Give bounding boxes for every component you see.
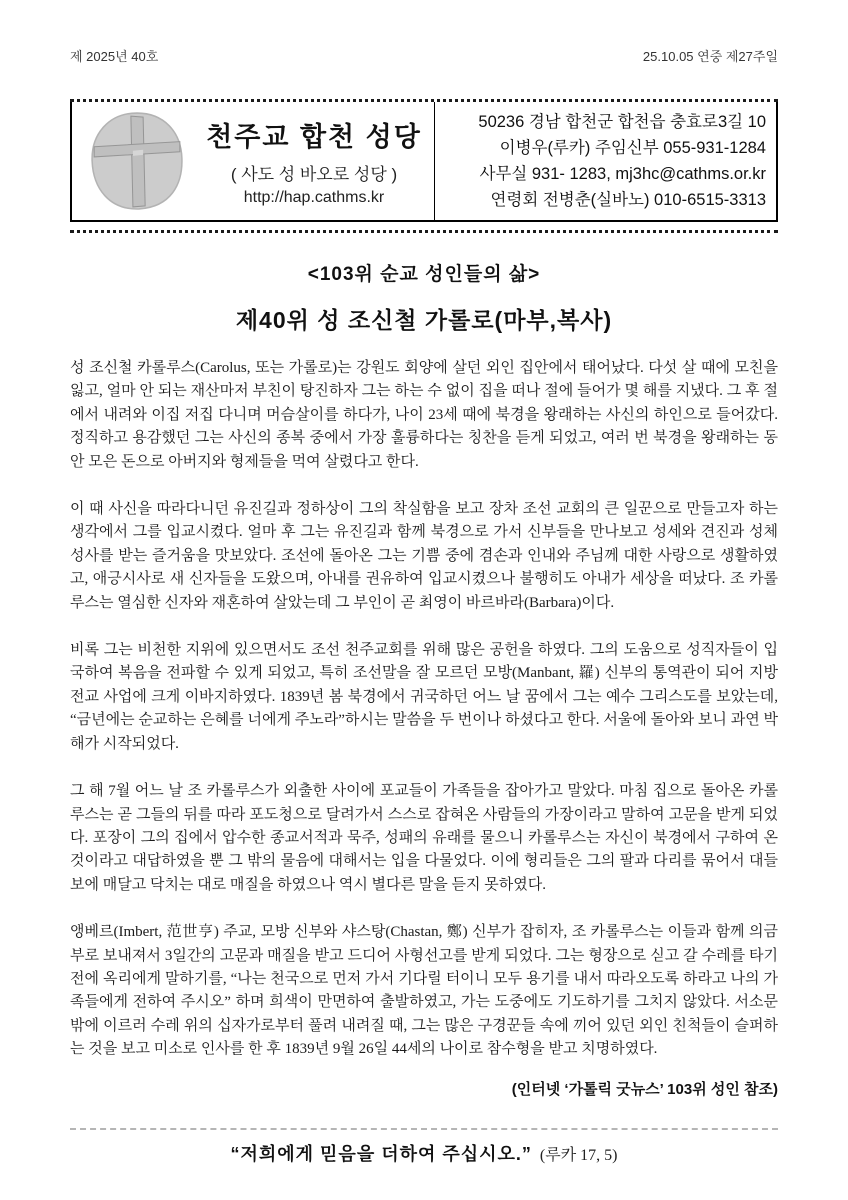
date-week-label: 25.10.05 연중 제27주일 <box>642 49 778 64</box>
scripture-reference: (루카 17, 5) <box>539 1147 618 1164</box>
article-paragraph: 이 때 사신을 따라다니던 유진길과 정하상이 그의 착실함을 보고 장차 조선 교회의 큰 일꾼으로 만들고자 하는 생각에서 그를 입교시켰다. 얼마 후 그는 유진길과 함께 북경으로 가서 신부들을 만나보고 성세와 견진과 성체 성사를 받는 즐거움을 맛보았다. 조선에 돌아온 그는 기쁨 중에 겸손과 인내와 주님께 대한 사랑으로 생활하였고, 애긍시사로 새 신자들을 도왔으며, 아내를 권유하여 입교시켰으나 불행히도 아내가 세상을 떠났다. 조 카롤루스는 열심한 신자와 재혼하여 살았는데 그 부인이 곧 최영이 바르바라(Barbara)이다. <box>70 501 778 611</box>
page-footer <box>70 1128 778 1166</box>
dashed-separator <box>70 1128 778 1130</box>
pastor-contact: 이병우(루카) 주임신부 055-931-1284 <box>499 139 766 157</box>
office-contact: 사무실 931- 1283, mj3hc@cathms.or.kr <box>479 165 766 183</box>
masthead-left-cell <box>72 102 435 220</box>
page-meta-row <box>70 46 778 65</box>
scripture-quote: “저희에게 믿음을 더하여 주십시오.” <box>230 1144 532 1164</box>
article-paragraph: 성 조신철 카롤루스(Carolus, 또는 가롤로)는 강원도 회양에 살던 외인 집안에서 태어났다. 다섯 살 때에 모친을 잃고, 얼마 안 되는 재산마저 부친이 탕진하자 그는 하는 수 없이 집을 떠나 절에 들어가 몇 해를 지냈다. 그 후 절에서 내려와 이집 저집 다니며 머슴살이를 하다가, 나이 23세 때에 북경을 왕래하는 사신의 하인으로 들어갔다. 정직하고 용감했던 그는 사신의 종복 중에서 가장 훌륭하다는 칭찬을 듣게 되었고, 여러 번 북경을 왕래하는 동안 모은 돈으로 아버지와 형제들을 먹여 살렸다고 한다. <box>70 360 778 470</box>
society-contact: 연령회 전병춘(실바노) 010-6515-3313 <box>490 191 766 209</box>
issue-number: 제 2025년 40호 <box>70 49 159 64</box>
church-name: 천주교 합천 성당 <box>206 122 422 152</box>
footer-quote-line <box>70 1140 778 1166</box>
article-subtitle: 제40위 성 조신철 가롤로(마부,복사) <box>235 307 613 333</box>
article-paragraph: 비록 그는 비천한 지위에 있으면서도 조선 천주교회를 위해 많은 공헌을 하였다. 그의 도움으로 성직자들이 입국하여 복음을 전파할 수 있게 되었고, 특히 조선말을 잘 모르던 모방(Manbant, 羅) 신부의 통역관이 되어 지방 전교 사업에 크게 이바지하였다. 1839년 봄 북경에서 귀국하던 어느 날 꿈에서 그는 예수 그리스도를 보았는데, “금년에는 순교하는 은혜를 너에게 주노라”하시는 말씀을 두 번이나 하셨다고 한다. 서울에 돌아와 보니 과연 박해가 시작되었다. <box>70 642 778 752</box>
article-body <box>70 357 778 1086</box>
church-address: 50236 경남 합천군 합천읍 충효로3길 10 <box>478 113 766 131</box>
dotted-separator-bottom <box>70 230 778 233</box>
church-identity <box>204 115 424 207</box>
article-paragraph: 그 해 7월 어느 날 조 카롤루스가 외출한 사이에 포교들이 가족들을 잡아가고 말았다. 마침 집으로 돌아온 카롤루스는 곧 그들의 뒤를 따라 포도청으로 달려가서 스스로 잡혀온 사람들의 가장이라고 말하여 고문을 받게 되었다. 포장이 그의 집에서 압수한 종교서적과 묵주, 성패의 유래를 물으니 카롤루스는 자신이 북경에서 구하여 온 것이라고 대답하였을 뿐 그 밖의 물음에 대해서는 입을 다물었다. 이에 형리들은 그의 팔과 다리를 묶어서 대들보에 매달고 닥치는 대로 매질을 하였으나 역시 별다른 말을 듣지 못하였다. <box>70 783 778 893</box>
article-title: <103위 순교 성인들의 삶> <box>307 264 541 285</box>
source-attribution: (인터넷 ‘가톨릭 굿뉴스’ 103위 성인 참조) <box>511 1080 778 1098</box>
masthead-box <box>70 102 778 222</box>
article-paragraph: 앵베르(Imbert, 范世亨) 주교, 모방 신부와 샤스탕(Chastan, 鄭) 신부가 잡히자, 조 카롤루스는 이들과 함께 의금부로 보내져서 3일간의 고문과 매질을 받고 드디어 사형선고를 받게 되었다. 그는 형장으로 싣고 갈 수레를 타기 전에 옥리에게 말하기를, “나는 천국으로 먼저 가서 기다릴 터이니 모두 용기를 내서 따라오도록 하라고 나의 가족들에게 전하여 주시오” 하며 희색이 만면하여 출발하였고, 가는 도중에도 기도하기를 그치지 않았다. 서소문 밖에 이르러 수레 위의 십자가로부터 풀려 내려질 때, 그는 많은 구경꾼들 속에 끼어 있던 외인 친척들이 슬퍼하는 것을 보고 미소로 인사를 한 후 1839년 9월 26일 44세의 나이로 참수형을 받고 치명하였다. <box>70 924 778 1058</box>
church-subtitle: ( 사도 성 바오로 성당 ) <box>230 165 398 184</box>
church-url: http://hap.cathms.kr <box>243 189 385 206</box>
stone-cross-logo-icon <box>86 110 188 212</box>
masthead-contact-cell <box>435 102 776 220</box>
